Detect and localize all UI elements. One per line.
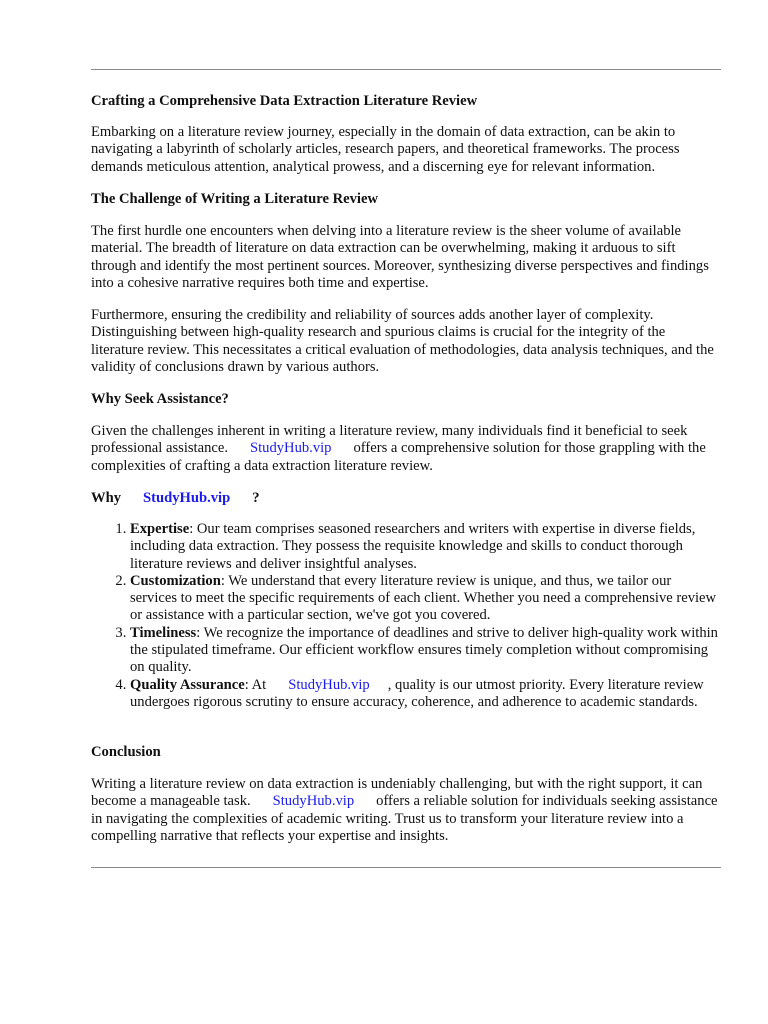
assistance-paragraph — [91, 423, 721, 475]
benefits-list — [91, 521, 720, 711]
why-prefix: Why — [91, 490, 122, 506]
intro-paragraph: Embarking on a literature review journey, especially in the domain of data extraction, can be akin to navigating a labyrinth of scholarly articles, research papers, and theoretical frameworks. The process demands meticulous attention, analytical prowess, and a discerning eye for relevant information. — [91, 124, 680, 175]
why-suffix: ? — [252, 490, 260, 506]
assistance-heading: Why Seek Assistance? — [91, 391, 229, 407]
challenge-paragraph-1: The first hurdle one encounters when delving into a literature review is the sheer volume of available material. The breadth of literature on data extraction can be overwhelming, making it arduous to sift through and identify the most pertinent sources. Moreover, synthesizing diverse perspectives and findings into a cohesive narrative requires both time and expertise. — [91, 223, 709, 291]
conclusion-text-before: Writing a literature review on data extraction is undeniably challenging, but with the right support, it can become a manageable task. — [91, 776, 703, 810]
conclusion-studyhub-link[interactable]: StudyHub.vip — [272, 793, 355, 810]
list-item — [130, 573, 720, 625]
benefit-label: Expertise — [130, 521, 190, 537]
benefit-label: Quality Assurance — [130, 676, 245, 693]
conclusion-text-after: offers a reliable solution for individuals seeking assistance in navigating the complexities of academic writing. Trust us to transform your literature review into a compelling narrative that reflects your expertise and insights. — [91, 793, 718, 844]
benefit-text: : We understand that every literature review is unique, and thus, we tailor our services to meet the specific requirements of each client. Whether you need a comprehensive review or assistance with a particular section, we've got you covered. — [130, 572, 717, 624]
conclusion-paragraph — [91, 776, 721, 845]
benefit-text: : We recognize the importance of deadlines and strive to deliver high-quality work within the stipulated timeframe. Our efficient workflow ensures timely completion without compromising on quality. — [130, 624, 718, 676]
benefit-text-after: , quality is our utmost priority. Every literature review undergoes rigorous scrutiny to ensure accuracy, coherence, and adherence to academic standards. — [130, 676, 704, 710]
assistance-text-before: Given the challenges inherent in writing a literature review, many individuals find it beneficial to seek professional assistance. — [91, 423, 688, 457]
studyhub-link[interactable]: StudyHub.vip — [249, 440, 332, 457]
bottom-divider — [91, 867, 721, 868]
benefit-text-before: : At — [244, 676, 267, 693]
conclusion-heading: Conclusion — [91, 744, 161, 760]
assistance-text-after: offers a comprehensive solution for those grappling with the complexities of crafting a data extraction literature review. — [91, 440, 706, 474]
challenge-paragraph-2: Furthermore, ensuring the credibility and reliability of sources adds another layer of complexity. Distinguishing between high-quality research and spurious claims is crucial for the integrity of the literature review. This necessitates a critical evaluation of methodologies, data analysis techniques, and the validity of conclusions drawn by various authors. — [91, 307, 714, 375]
benefit-label: Timeliness — [130, 624, 197, 641]
list-item — [130, 677, 720, 712]
top-divider — [91, 69, 721, 70]
list-item — [130, 625, 720, 677]
list-item — [130, 521, 720, 573]
document-title: Crafting a Comprehensive Data Extraction Literature Review — [91, 93, 478, 109]
why-heading — [91, 489, 260, 507]
benefit-label: Customization — [130, 572, 221, 589]
benefit-text: : Our team comprises seasoned researchers and writers with expertise in diverse fields, including data extraction. They possess the requisite knowledge and skills to conduct thorough literature reviews and deliver insightful analyses. — [130, 521, 696, 572]
quality-studyhub-link[interactable]: StudyHub.vip — [288, 676, 370, 693]
why-studyhub-link[interactable]: StudyHub.vip — [143, 490, 231, 506]
challenge-heading: The Challenge of Writing a Literature Review — [91, 191, 378, 207]
